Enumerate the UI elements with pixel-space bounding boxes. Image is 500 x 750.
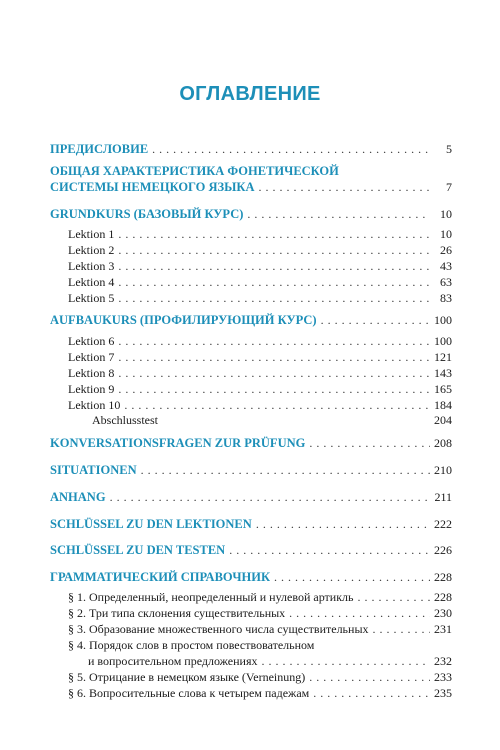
- toc-subentry-label: § 1. Определенный, неопределенный и нулевой артикль: [68, 590, 354, 604]
- toc-subentry[interactable]: [68, 350, 452, 365]
- toc-subentry[interactable]: [68, 291, 452, 306]
- toc-entry-label: ГРАММАТИЧЕСКИЙ СПРАВОЧНИК: [50, 570, 271, 584]
- toc-entry-label: SCHLÜSSEL ZU DEN TESTEN: [50, 543, 226, 557]
- toc-subentry[interactable]: [68, 259, 452, 274]
- toc-subentry[interactable]: [68, 275, 452, 290]
- toc-subentry-label: Lektion 6: [68, 334, 115, 348]
- dot-leader: [118, 227, 430, 242]
- toc-page-number: 100: [434, 334, 452, 348]
- toc-subentry[interactable]: [68, 654, 452, 669]
- dot-leader: [118, 243, 430, 258]
- toc-entry-label: GRUNDKURS (БАЗОВЫЙ КУРС): [50, 207, 244, 221]
- toc-subentry-label: Lektion 2: [68, 243, 115, 257]
- dot-leader: [152, 142, 430, 157]
- page-title: ОГЛАВЛЕНИЕ: [179, 83, 321, 105]
- toc-entry-schluessel-lektionen[interactable]: [50, 517, 452, 532]
- toc-subentry-label: Lektion 7: [68, 350, 115, 364]
- toc-page-number: 7: [446, 180, 452, 194]
- toc-subentry-label: Abschlusstest: [92, 413, 158, 427]
- dot-leader: [118, 366, 430, 381]
- toc-entry-grammatik[interactable]: [50, 570, 452, 585]
- toc-entry-konversation[interactable]: [50, 436, 452, 451]
- toc-subentry-label: Lektion 3: [68, 259, 115, 273]
- toc-subentry-label: § 6. Вопросительные слова к четырем падежам: [68, 686, 310, 700]
- toc-entry-label: KONVERSATIONSFRAGEN ZUR PRÜFUNG: [50, 436, 306, 450]
- dot-leader: [229, 543, 430, 558]
- toc-subentry[interactable]: [68, 686, 452, 701]
- toc-subentry[interactable]: [68, 413, 452, 428]
- dot-leader: [118, 275, 430, 290]
- dot-leader: [256, 517, 430, 532]
- dot-leader: [373, 622, 430, 637]
- toc-entry-label: СИСТЕМЫ НЕМЕЦКОГО ЯЗЫКА: [50, 180, 255, 194]
- toc-subentry-label: Lektion 5: [68, 291, 115, 305]
- toc-subentry-label: § 2. Три типа склонения существительных: [68, 606, 286, 620]
- dot-leader: [118, 350, 430, 365]
- toc-subentry-label: Lektion 4: [68, 275, 115, 289]
- toc-page-number: 211: [434, 490, 452, 504]
- toc-page-number: 232: [434, 654, 452, 668]
- toc-page-number: 233: [434, 670, 452, 684]
- toc-subentry[interactable]: [68, 382, 452, 397]
- dot-leader: [309, 436, 430, 451]
- dot-leader: [289, 606, 430, 621]
- dot-leader: [313, 686, 430, 701]
- toc-entry-phonetics[interactable]: [50, 180, 452, 195]
- toc-page-number: 43: [440, 259, 452, 273]
- dot-leader: [141, 463, 430, 478]
- toc-subentry-label: Lektion 1: [68, 227, 115, 241]
- toc-entry-schluessel-testen[interactable]: [50, 543, 452, 558]
- toc-subentry-line1[interactable]: § 4. Порядок слов в простом повествовательном: [68, 638, 315, 652]
- toc-subentry-label: Lektion 8: [68, 366, 115, 380]
- toc-page-number: 10: [440, 227, 452, 241]
- dot-leader: [110, 490, 430, 505]
- toc-page-number: 228: [434, 570, 452, 584]
- toc-subentry[interactable]: [68, 590, 452, 605]
- toc-page-number: 100: [434, 313, 452, 327]
- toc-subentry[interactable]: [68, 243, 452, 258]
- toc-page-number: 143: [434, 366, 452, 380]
- dot-leader: [358, 590, 430, 605]
- toc-page-number: 83: [440, 291, 452, 305]
- toc-entry-label: SITUATIONEN: [50, 463, 137, 477]
- toc-entry-label: ANHANG: [50, 490, 106, 504]
- toc-page-number: 204: [434, 413, 452, 427]
- toc-page-number: 165: [434, 382, 452, 396]
- dot-leader: [247, 207, 430, 222]
- toc-subentry[interactable]: [68, 606, 452, 621]
- toc-page-number: 10: [440, 207, 452, 221]
- toc-subentry[interactable]: [68, 227, 452, 242]
- toc-page-number: 231: [434, 622, 452, 636]
- toc-entry-anhang[interactable]: [50, 490, 452, 505]
- toc-page-number: 5: [446, 142, 452, 156]
- dot-leader: [309, 670, 430, 685]
- dot-leader: [118, 334, 430, 349]
- toc-subentry-label: Lektion 9: [68, 382, 115, 396]
- toc-entry-preface[interactable]: [50, 142, 452, 157]
- toc-page-number: 210: [434, 463, 452, 477]
- toc-page-number: 230: [434, 606, 452, 620]
- toc-page-number: 63: [440, 275, 452, 289]
- toc-subentry[interactable]: [68, 670, 452, 685]
- dot-leader: [118, 291, 430, 306]
- toc-entry-label: SCHLÜSSEL ZU DEN LEKTIONEN: [50, 517, 252, 531]
- toc-subentry-label: § 5. Отрицание в немецком языке (Verneinung): [68, 670, 306, 684]
- toc-page-number: 26: [440, 243, 452, 257]
- toc-subentry-label: и вопросительном предложениях: [88, 654, 258, 668]
- toc-page-number: 121: [434, 350, 452, 364]
- toc-page-number: 235: [434, 686, 452, 700]
- toc-subentry[interactable]: [68, 622, 452, 637]
- toc-page-number: 222: [434, 517, 452, 531]
- toc-entry-phonetics-line1[interactable]: ОБЩАЯ ХАРАКТЕРИСТИКА ФОНЕТИЧЕСКОЙ: [50, 164, 339, 178]
- dot-leader: [124, 398, 430, 413]
- toc-entry-label: AUFBAUKURS (ПРОФИЛИРУЮЩИЙ КУРС): [50, 313, 317, 327]
- toc-page-number: 228: [434, 590, 452, 604]
- dot-leader: [259, 180, 430, 195]
- toc-subentry[interactable]: [68, 398, 452, 413]
- toc-entry-label: ПРЕДИСЛОВИЕ: [50, 142, 149, 156]
- dot-leader: [274, 570, 430, 585]
- dot-leader: [262, 654, 431, 669]
- toc-entry-aufbaukurs[interactable]: [50, 313, 452, 328]
- toc-page-number: 226: [434, 543, 452, 557]
- dot-leader: [321, 313, 430, 328]
- toc-page-number: 208: [434, 436, 452, 450]
- toc-page-number: 184: [434, 398, 452, 412]
- toc-entry-situationen[interactable]: [50, 463, 452, 478]
- toc-subentry-label: Lektion 10: [68, 398, 121, 412]
- toc-subentry[interactable]: [68, 366, 452, 381]
- dot-leader: [118, 382, 430, 397]
- toc-subentry-label: § 3. Образование множественного числа существительных: [68, 622, 369, 636]
- toc-subentry[interactable]: [68, 334, 452, 349]
- dot-leader: [118, 259, 430, 274]
- toc-entry-grundkurs[interactable]: [50, 207, 452, 222]
